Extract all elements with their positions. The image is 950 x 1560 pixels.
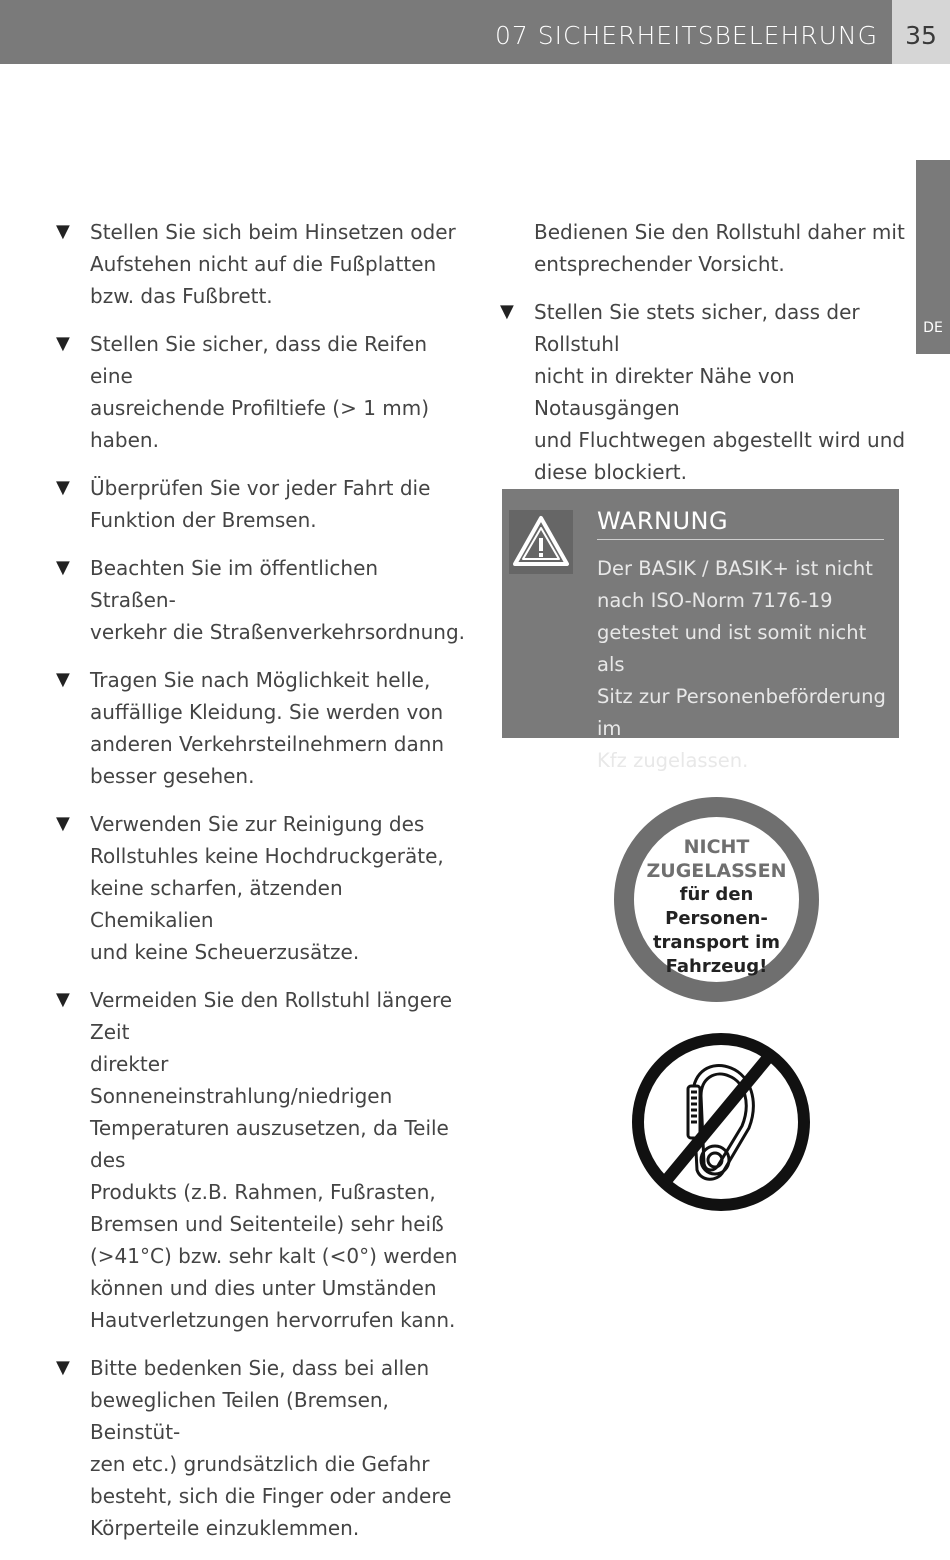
bullet-item-line: Funktion der Bremsen.: [90, 508, 317, 532]
bullet-triangle-icon: ▼: [56, 989, 70, 1010]
warning-text-line: getestet und ist somit nicht als: [597, 621, 867, 676]
bullet-triangle-icon: ▼: [56, 669, 70, 690]
bullet-item-line: besser gesehen.: [90, 764, 255, 788]
bullet-item-line: auffällige Kleidung. Sie werden von: [90, 700, 444, 724]
bullet-item-line: (>41°C) bzw. sehr kalt (<0°) werden: [90, 1244, 458, 1268]
bullet-item-line: Stellen Sie sich beim Hinsetzen oder: [90, 220, 456, 244]
bullet-item-line: Bitte bedenken Sie, dass bei allen: [90, 1356, 430, 1380]
bullet-item-line: ausreichende Profiltiefe (> 1 mm) haben.: [90, 396, 430, 452]
bullet-item: [56, 984, 466, 1336]
bullet-item-line: Körperteile einzuklemmen.: [90, 1516, 360, 1540]
bullet-item-line: beweglichen Teilen (Bremsen, Beinstüt-: [90, 1388, 389, 1444]
bullet-item: [56, 328, 466, 456]
bullet-item-line: Verwenden Sie zur Reinigung des: [90, 812, 425, 836]
bullet-item: [56, 216, 466, 312]
warning-title: WARNUNG: [597, 503, 884, 540]
bullet-item: [500, 296, 910, 488]
bullet-item: [56, 552, 466, 648]
warning-text-line: Kfz zugelassen.: [597, 749, 749, 772]
badge-text: [634, 835, 799, 979]
badge-line-4: transport im: [652, 932, 781, 953]
bullet-item-line: Vermeiden Sie den Rollstuhl längere Zeit: [90, 988, 453, 1044]
no-carabiner-icon: [631, 1032, 811, 1212]
bullet-triangle-icon: ▼: [56, 333, 70, 354]
warning-text-line: Der BASIK / BASIK+ ist nicht: [597, 557, 873, 580]
badge-line-2: ZUGELASSEN: [646, 860, 787, 882]
language-label: DE: [923, 320, 943, 336]
bullet-item-line: direkter Sonneneinstrahlung/niedrigen: [90, 1052, 393, 1108]
warning-text-line: Sitz zur Personenbeförderung im: [597, 685, 886, 740]
badge-line-5: Fahrzeug!: [665, 956, 768, 977]
page-number-box: [892, 0, 950, 64]
continuation-line: Bedienen Sie den Rollstuhl daher mit: [534, 220, 905, 244]
bullet-item-line: diese blockiert.: [534, 460, 687, 484]
warning-box: [502, 489, 899, 772]
bullet-item-line: Überprüfen Sie vor jeder Fahrt die: [90, 476, 431, 500]
bullet-item-line: bzw. das Fußbrett.: [90, 284, 273, 308]
bullet-triangle-icon: ▼: [56, 1357, 70, 1378]
bullet-item-line: Produkts (z.B. Rahmen, Fußrasten,: [90, 1180, 436, 1204]
bullet-item: [56, 664, 466, 792]
continuation-paragraph: [500, 216, 910, 280]
bullet-item-line: verkehr die Straßenverkehrsordnung.: [90, 620, 466, 644]
badge-line-1: NICHT: [683, 836, 750, 858]
bullet-triangle-icon: ▼: [56, 221, 70, 242]
bullet-item-line: und keine Scheuerzusätze.: [90, 940, 360, 964]
bullet-item: [56, 808, 466, 968]
bullet-item-line: besteht, sich die Finger oder andere: [90, 1484, 452, 1508]
bullet-item-line: können und dies unter Umständen: [90, 1276, 437, 1300]
bullet-item-line: Rollstuhles keine Hochdruckgeräte,: [90, 844, 444, 868]
continuation-line: entsprechender Vorsicht.: [534, 252, 785, 276]
bullet-item-line: Tragen Sie nach Möglichkeit helle,: [90, 668, 431, 692]
bullet-triangle-icon: ▼: [500, 301, 514, 322]
left-column: [56, 216, 466, 1560]
bullet-item-line: anderen Verkehrsteilnehmern dann: [90, 732, 445, 756]
bullet-item-line: Bremsen und Seitenteile) sehr heiß: [90, 1212, 444, 1236]
bullet-triangle-icon: ▼: [56, 477, 70, 498]
bullet-item: [56, 1352, 466, 1544]
header-bar: [0, 0, 892, 64]
warning-triangle-icon: [509, 510, 573, 574]
badge-line-3: für den Personen-: [665, 884, 768, 929]
bullet-item-line: Stellen Sie stets sicher, dass der Rollstuhl: [534, 300, 860, 356]
right-column: [500, 216, 910, 504]
page-number: 35: [905, 21, 937, 50]
bullet-item: [56, 472, 466, 536]
warning-text-line: nach ISO-Norm 7176-19: [597, 589, 833, 612]
bullet-item-line: zen etc.) grundsätzlich die Gefahr: [90, 1452, 430, 1476]
bullet-item-line: keine scharfen, ätzenden Chemikalien: [90, 876, 343, 932]
bullet-item-line: Aufstehen nicht auf die Fußplatten: [90, 252, 437, 276]
bullet-item-line: Stellen Sie sicher, dass die Reifen eine: [90, 332, 428, 388]
not-approved-badge: [614, 797, 819, 1002]
bullet-triangle-icon: ▼: [56, 557, 70, 578]
language-tab: [916, 160, 950, 354]
bullet-item-line: und Fluchtwegen abgestellt wird und: [534, 428, 906, 452]
bullet-item-line: Temperaturen auszusetzen, da Teile des: [90, 1116, 449, 1172]
warning-text: [597, 553, 889, 777]
bullet-item-line: nicht in direkter Nähe von Notausgängen: [534, 364, 795, 420]
section-title: 07 SICHERHEITSBELEHRUNG: [495, 21, 878, 50]
bullet-item-line: Beachten Sie im öffentlichen Straßen-: [90, 556, 379, 612]
bullet-triangle-icon: ▼: [56, 813, 70, 834]
bullet-item-line: Hautverletzungen hervorrufen kann.: [90, 1308, 456, 1332]
